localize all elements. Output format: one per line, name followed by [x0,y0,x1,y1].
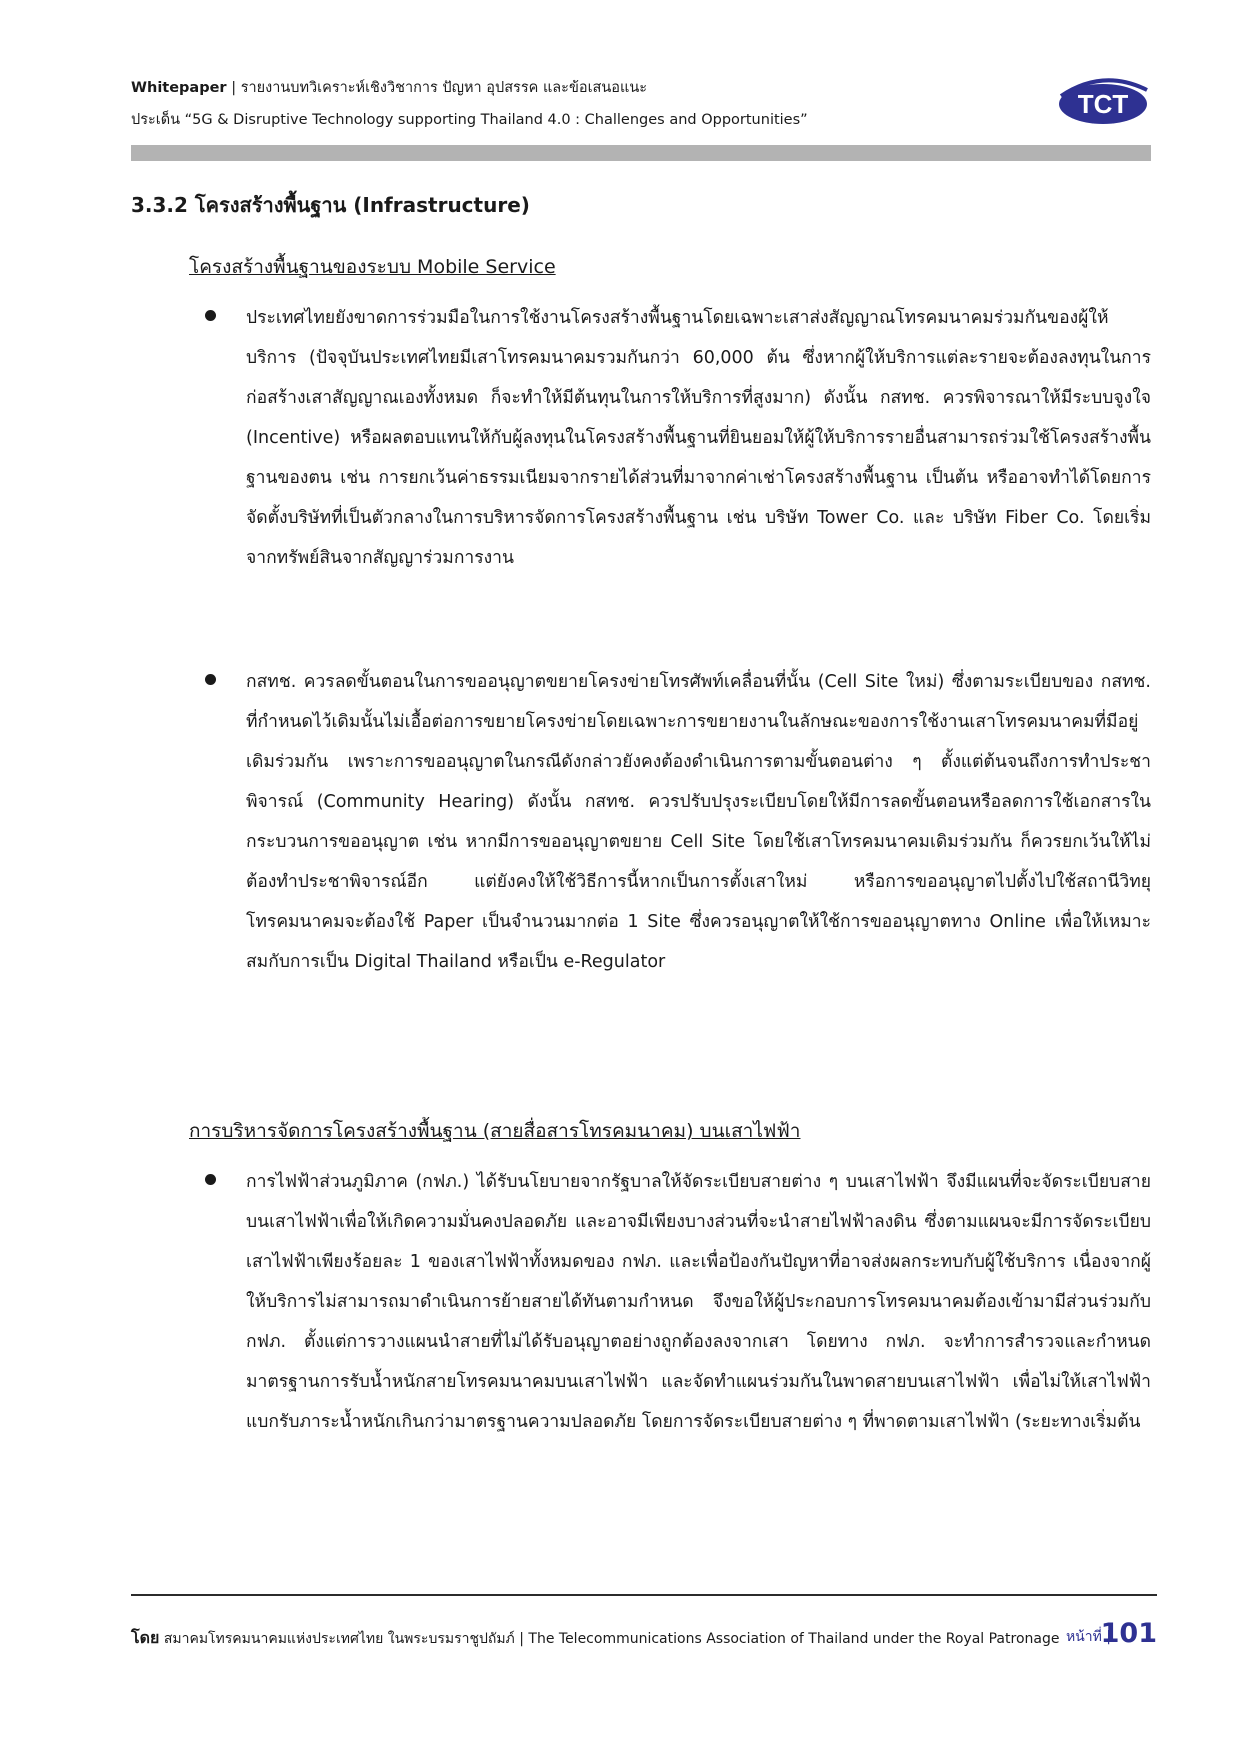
association-thai: สมาคมโทรคมนาคมแห่งประเทศไทย ในพระบรมราชูปถัมภ์ [163,1631,515,1647]
bullet-icon [205,1174,216,1185]
bullet-icon [205,674,216,685]
bullet-icon [205,310,216,321]
page-label: หน้าที่ | [1065,1629,1111,1645]
page-footer [131,1618,1157,1666]
header-separator: | [231,80,237,96]
header-divider-bar [131,145,1151,161]
header-title-line [131,78,1151,98]
bullet-text: กสทช. ควรลดขั้นตอนในการขออนุญาตขยายโครงข่ายโทรศัพท์เคลื่อนที่นั้น (Cell Site ใหม่) ซึ่งตามระเบียบของ กสทช. ที่กำหนดไว้เดิมนั้นไม่เอื้อต่อการขยายโครงข่ายโดยเฉพาะการขยายงานในลักษณะของการใช้งานเสาโทรคมนาคมที่มีอยู่เดิมร่วมกัน เพราะการขออนุญาตในกรณีดังกล่าวยังคงต้องดำเนินการตามขั้นตอนต่าง ๆ ตั้งแต่ต้นจนถึงการทำประชาพิจารณ์ (Community Hearing) ดังนั้น กสทช. ควรปรับปรุงระเบียบโดยให้มีการลดขั้นตอนหรือลดการใช้เอกสารในกระบวนการขออนุญาต เช่น หากมีการขออนุญาตขยาย Cell Site โดยใช้เสาโทรคมนาคมเดิมร่วมกัน ก็ควรยกเว้นให้ไม่ต้องทำประชาพิจารณ์อีก แต่ยังคงให้ใช้วิธีการนี้หากเป็นการตั้งเสาใหม่ หรือการขออนุญาตไปตั้งไปใช้สถานีวิทยุโทรคมนาคมจะต้องใช้ Paper เป็นจำนวนมากต่อ 1 Site ซึ่งควรอนุญาตให้ใช้การขออนุญาตทาง Online เพื่อให้เหมาะสมกับการเป็น Digital Thailand หรือเป็น e-Regulator [246,672,1151,972]
bullet-text: การไฟฟ้าส่วนภูมิภาค (กฟภ.) ได้รับนโยบายจากรัฐบาลให้จัดระเบียบสายต่าง ๆ บนเสาไฟฟ้า จึงมีแผนที่จะจัดระเบียบสายบนเสาไฟฟ้าเพื่อให้เกิดความมั่นคงปลอดภัย และอาจมีเพียงบางส่วนที่จะนำสายไฟฟ้าลงดิน ซึ่งตามแผนจะมีการจัดระเบียบเสาไฟฟ้าเพียงร้อยละ 1 ของเสาไฟฟ้าทั้งหมดของ กฟภ. และเพื่อป้องกันปัญหาที่อาจส่งผลกระทบกับผู้ใช้บริการ เนื่องจากผู้ให้บริการไม่สามารถมาดำเนินการย้ายสายได้ทันตามกำหนด จึงขอให้ผู้ประกอบการโทรคมนาคมต้องเข้ามามีส่วนร่วมกับ กฟภ. ตั้งแต่การวางแผนนำสายที่ไม่ได้รับอนุญาตอย่างถูกต้องลงจากเสา โดยทาง กฟภ. จะทำการสำรวจและกำหนดมาตรฐานการรับน้ำหนักสายโทรคมนาคมบนเสาไฟฟ้า และจัดทำแผนร่วมกันในพาดสายบนเสาไฟฟ้า เพื่อไม่ให้เสาไฟฟ้าแบกรับภาระน้ำหนักเกินกว่ามาตรฐานความปลอดภัย โดยการจัดระเบียบสายต่าง ๆ ที่พาดตามเสาไฟฟ้า (ระยะทางเริ่มต้น [246,1172,1151,1432]
footer-divider [131,1594,1157,1596]
list-item [189,1162,1151,1442]
footer-by-label: โดย [131,1628,160,1647]
tct-logo [1055,74,1152,130]
footer-separator: | [519,1631,524,1647]
list-item [189,298,1151,578]
association-english: The Telecommunications Association of Thailand under the Royal Patronage [528,1631,1060,1647]
report-title: รายงานบทวิเคราะห์เชิงวิชาการ ปัญหา อุปสรรค และข้อเสนอแนะ [240,80,648,96]
brand-label: Whitepaper [131,80,227,96]
page-header [131,78,1151,130]
page-number: 101 [1100,1618,1157,1649]
mobile-service-heading: โครงสร้างพื้นฐานของระบบ Mobile Service [189,256,556,278]
topic-line: ประเด็น “5G & Disruptive Technology supporting Thailand 4.0 : Challenges and Opportunities” [131,112,808,128]
logo-text: TCT [1077,89,1129,119]
bullet-text: ประเทศไทยยังขาดการร่วมมือในการใช้งานโครงสร้างพื้นฐานโดยเฉพาะเสาส่งสัญญาณโทรคมนาคมร่วมกันของผู้ให้บริการ (ปัจจุบันประเทศไทยมีเสาโทรคมนาคมรวมกันกว่า 60,000 ต้น ซึ่งหากผู้ให้บริการแต่ละรายจะต้องลงทุนในการก่อสร้างเสาสัญญาณเองทั้งหมด ก็จะทำให้มีต้นทุนในการให้บริการที่สูงมาก) ดังนั้น กสทช. ควรพิจารณาให้มีระบบจูงใจ (Incentive) หรือผลตอบแทนให้กับผู้ลงทุนในโครงสร้างพื้นฐานที่ยินยอมให้ผู้ให้บริการรายอื่นสามารถร่วมใช้โครงสร้างพื้นฐานของตน เช่น การยกเว้นค่าธรรมเนียมจากรายได้ส่วนที่มาจากค่าเช่าโครงสร้างพื้นฐาน เป็นต้น หรืออาจทำได้โดยการจัดตั้งบริษัทที่เป็นตัวกลางในการบริหารจัดการโครงสร้างพื้นฐาน เช่น บริษัท Tower Co. และ บริษัท Fiber Co. โดยเริ่มจากทรัพย์สินจากสัญญาร่วมการงาน [246,308,1151,568]
pole-management-heading: การบริหารจัดการโครงสร้างพื้นฐาน (สายสื่อสารโทรคมนาคม) บนเสาไฟฟ้า [189,1120,801,1142]
list-item [189,662,1151,982]
footer-credit [131,1626,1059,1651]
section-title: 3.3.2 โครงสร้างพื้นฐาน (Infrastructure) [131,193,530,217]
